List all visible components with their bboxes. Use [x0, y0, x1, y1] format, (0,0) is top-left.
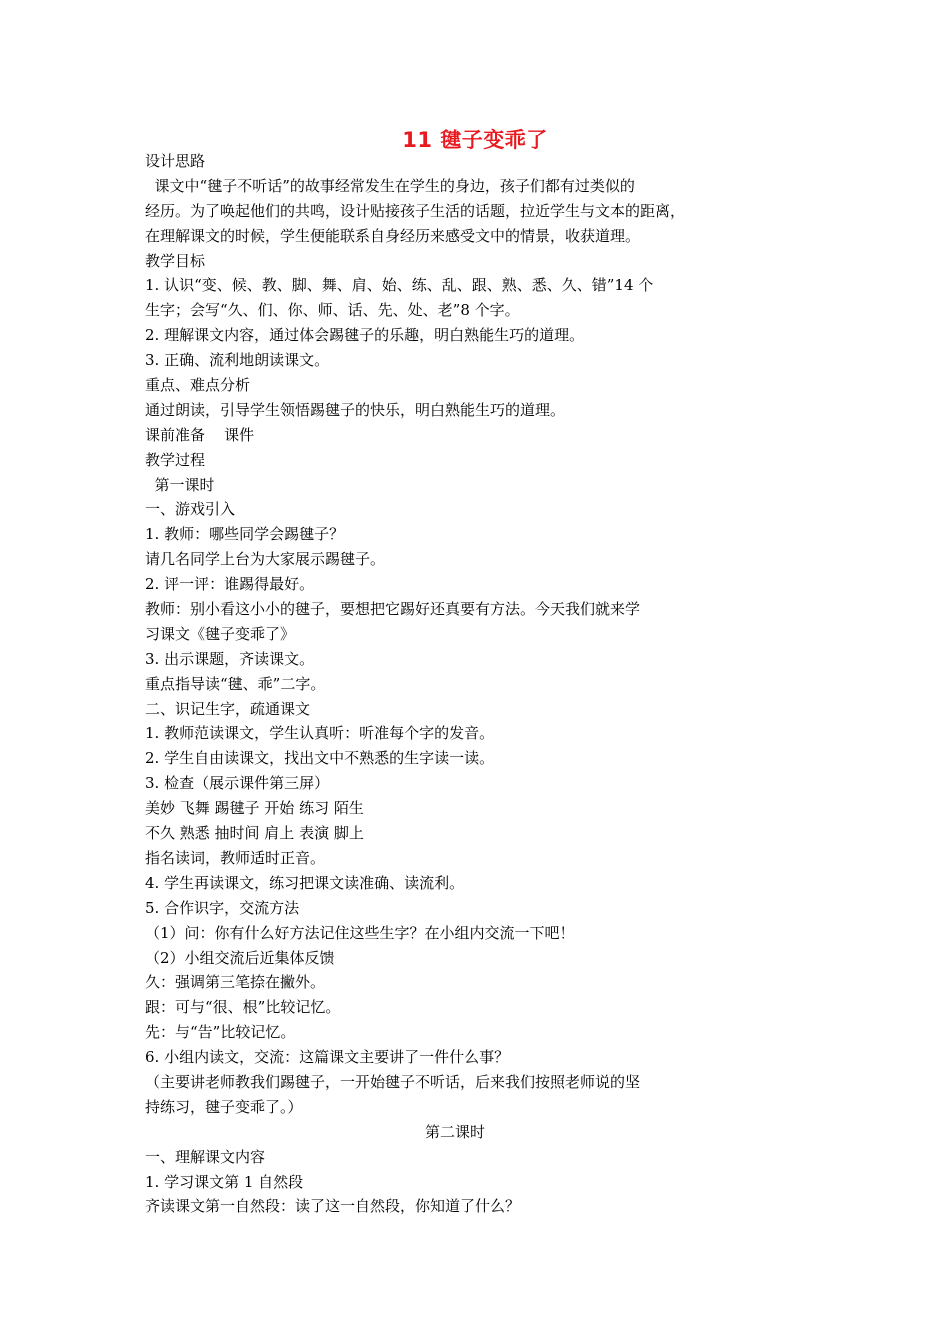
text-line: 第一课时: [145, 475, 215, 494]
text-line: 齐读课文第一自然段：读了这一自然段，你知道了什么？: [145, 1197, 521, 1216]
document-title: 11 毽子变乖了: [402, 128, 548, 152]
text-line: （1）问：你有什么好方法记住这些生字？在小组内交流一下吧！: [145, 923, 575, 942]
text-line: 重点指导读“毽、乖”二字。: [145, 674, 326, 693]
text-line: 教师：别小看这小小的毽子，要想把它踢好还真要有方法。今天我们就来学: [145, 600, 641, 619]
text-line: （主要讲老师教我们踢毽子，一开始毽子不听话，后来我们按照老师说的坚: [145, 1072, 641, 1091]
text-line: 指名读词，教师适时正音。: [145, 848, 326, 867]
text-line: 不久 熟悉 抽时间 肩上 表演 脚上: [145, 824, 364, 843]
text-line: 1. 教师范读课文，学生认真听：听准每个字的发音。: [145, 724, 495, 743]
text-line: 请几名同学上台为大家展示踢毽子。: [145, 550, 386, 569]
text-line: 教学目标: [145, 251, 206, 270]
text-line: 1. 认识“变、候、教、脚、舞、肩、始、练、乱、跟、熟、悉、久、错”14 个: [145, 276, 654, 295]
text-line: 跟：可与“很、根”比较记忆。: [145, 998, 341, 1017]
text-line: 3. 出示课题，齐读课文。: [145, 649, 315, 668]
text-line: 习课文《毽子变乖了》: [145, 624, 296, 643]
text-line: 教学过程: [145, 450, 206, 469]
text-line: 3. 正确、流利地朗读课文。: [145, 351, 330, 370]
text-line: 1. 教师：哪些同学会踢毽子？: [145, 525, 345, 544]
text-line: 先：与“告”比较记忆。: [145, 1023, 296, 1042]
text-line: 设计思路: [145, 152, 206, 170]
text-line: 2. 理解课文内容，通过体会踢毽子的乐趣，明白熟能生巧的道理。: [145, 326, 585, 345]
text-line: 持练习，毽子变乖了。）: [145, 1097, 303, 1116]
text-line: 通过朗读，引导学生领悟踢毽子的快乐，明白熟能生巧的道理。: [145, 400, 566, 419]
text-line: 生字；会写“久、们、你、师、话、先、处、老”8 个字。: [145, 301, 520, 320]
text-line: 1. 学习课文第 1 自然段: [145, 1172, 304, 1191]
text-line: 一、游戏引入: [145, 500, 236, 519]
text-line: 二、识记生字，疏通课文: [145, 699, 311, 718]
text-line: 经历。为了唤起他们的共鸣，设计贴接孩子生活的话题，拉近学生与文本的距离，: [145, 201, 686, 220]
text-line: 课文中“毽子不听话”的故事经常发生在学生的身边，孩子们都有过类似的: [145, 176, 635, 195]
document-body: [145, 149, 765, 1219]
text-line: 美妙 飞舞 踢毽子 开始 练习 陌生: [145, 799, 364, 818]
text-line: 5. 合作识字，交流方法: [145, 898, 300, 917]
text-line: 一、理解课文内容: [145, 1147, 266, 1166]
text-line: 6. 小组内读文，交流：这篇课文主要讲了一件什么事？: [145, 1048, 510, 1067]
text-line: 第二课时: [424, 1122, 485, 1141]
text-line: 2. 学生自由读课文，找出文中不熟悉的生字读一读。: [145, 749, 495, 768]
text-line: 4. 学生再读课文，练习把课文读准确、读流利。: [145, 873, 465, 892]
text-line: 课前准备 课件: [145, 425, 255, 444]
text-line: 2. 评一评：谁踢得最好。: [145, 575, 315, 594]
text-line: （2）小组交流后近集体反馈: [145, 948, 335, 967]
text-line: 3. 检查（展示课件第三屏）: [145, 774, 330, 793]
text-line: 重点、难点分析: [145, 376, 251, 395]
text-line: 久：强调第三笔捺在撇外。: [145, 973, 326, 992]
text-line: 在理解课文的时候，学生便能联系自身经历来感受文中的情景，收获道理。: [145, 226, 641, 245]
